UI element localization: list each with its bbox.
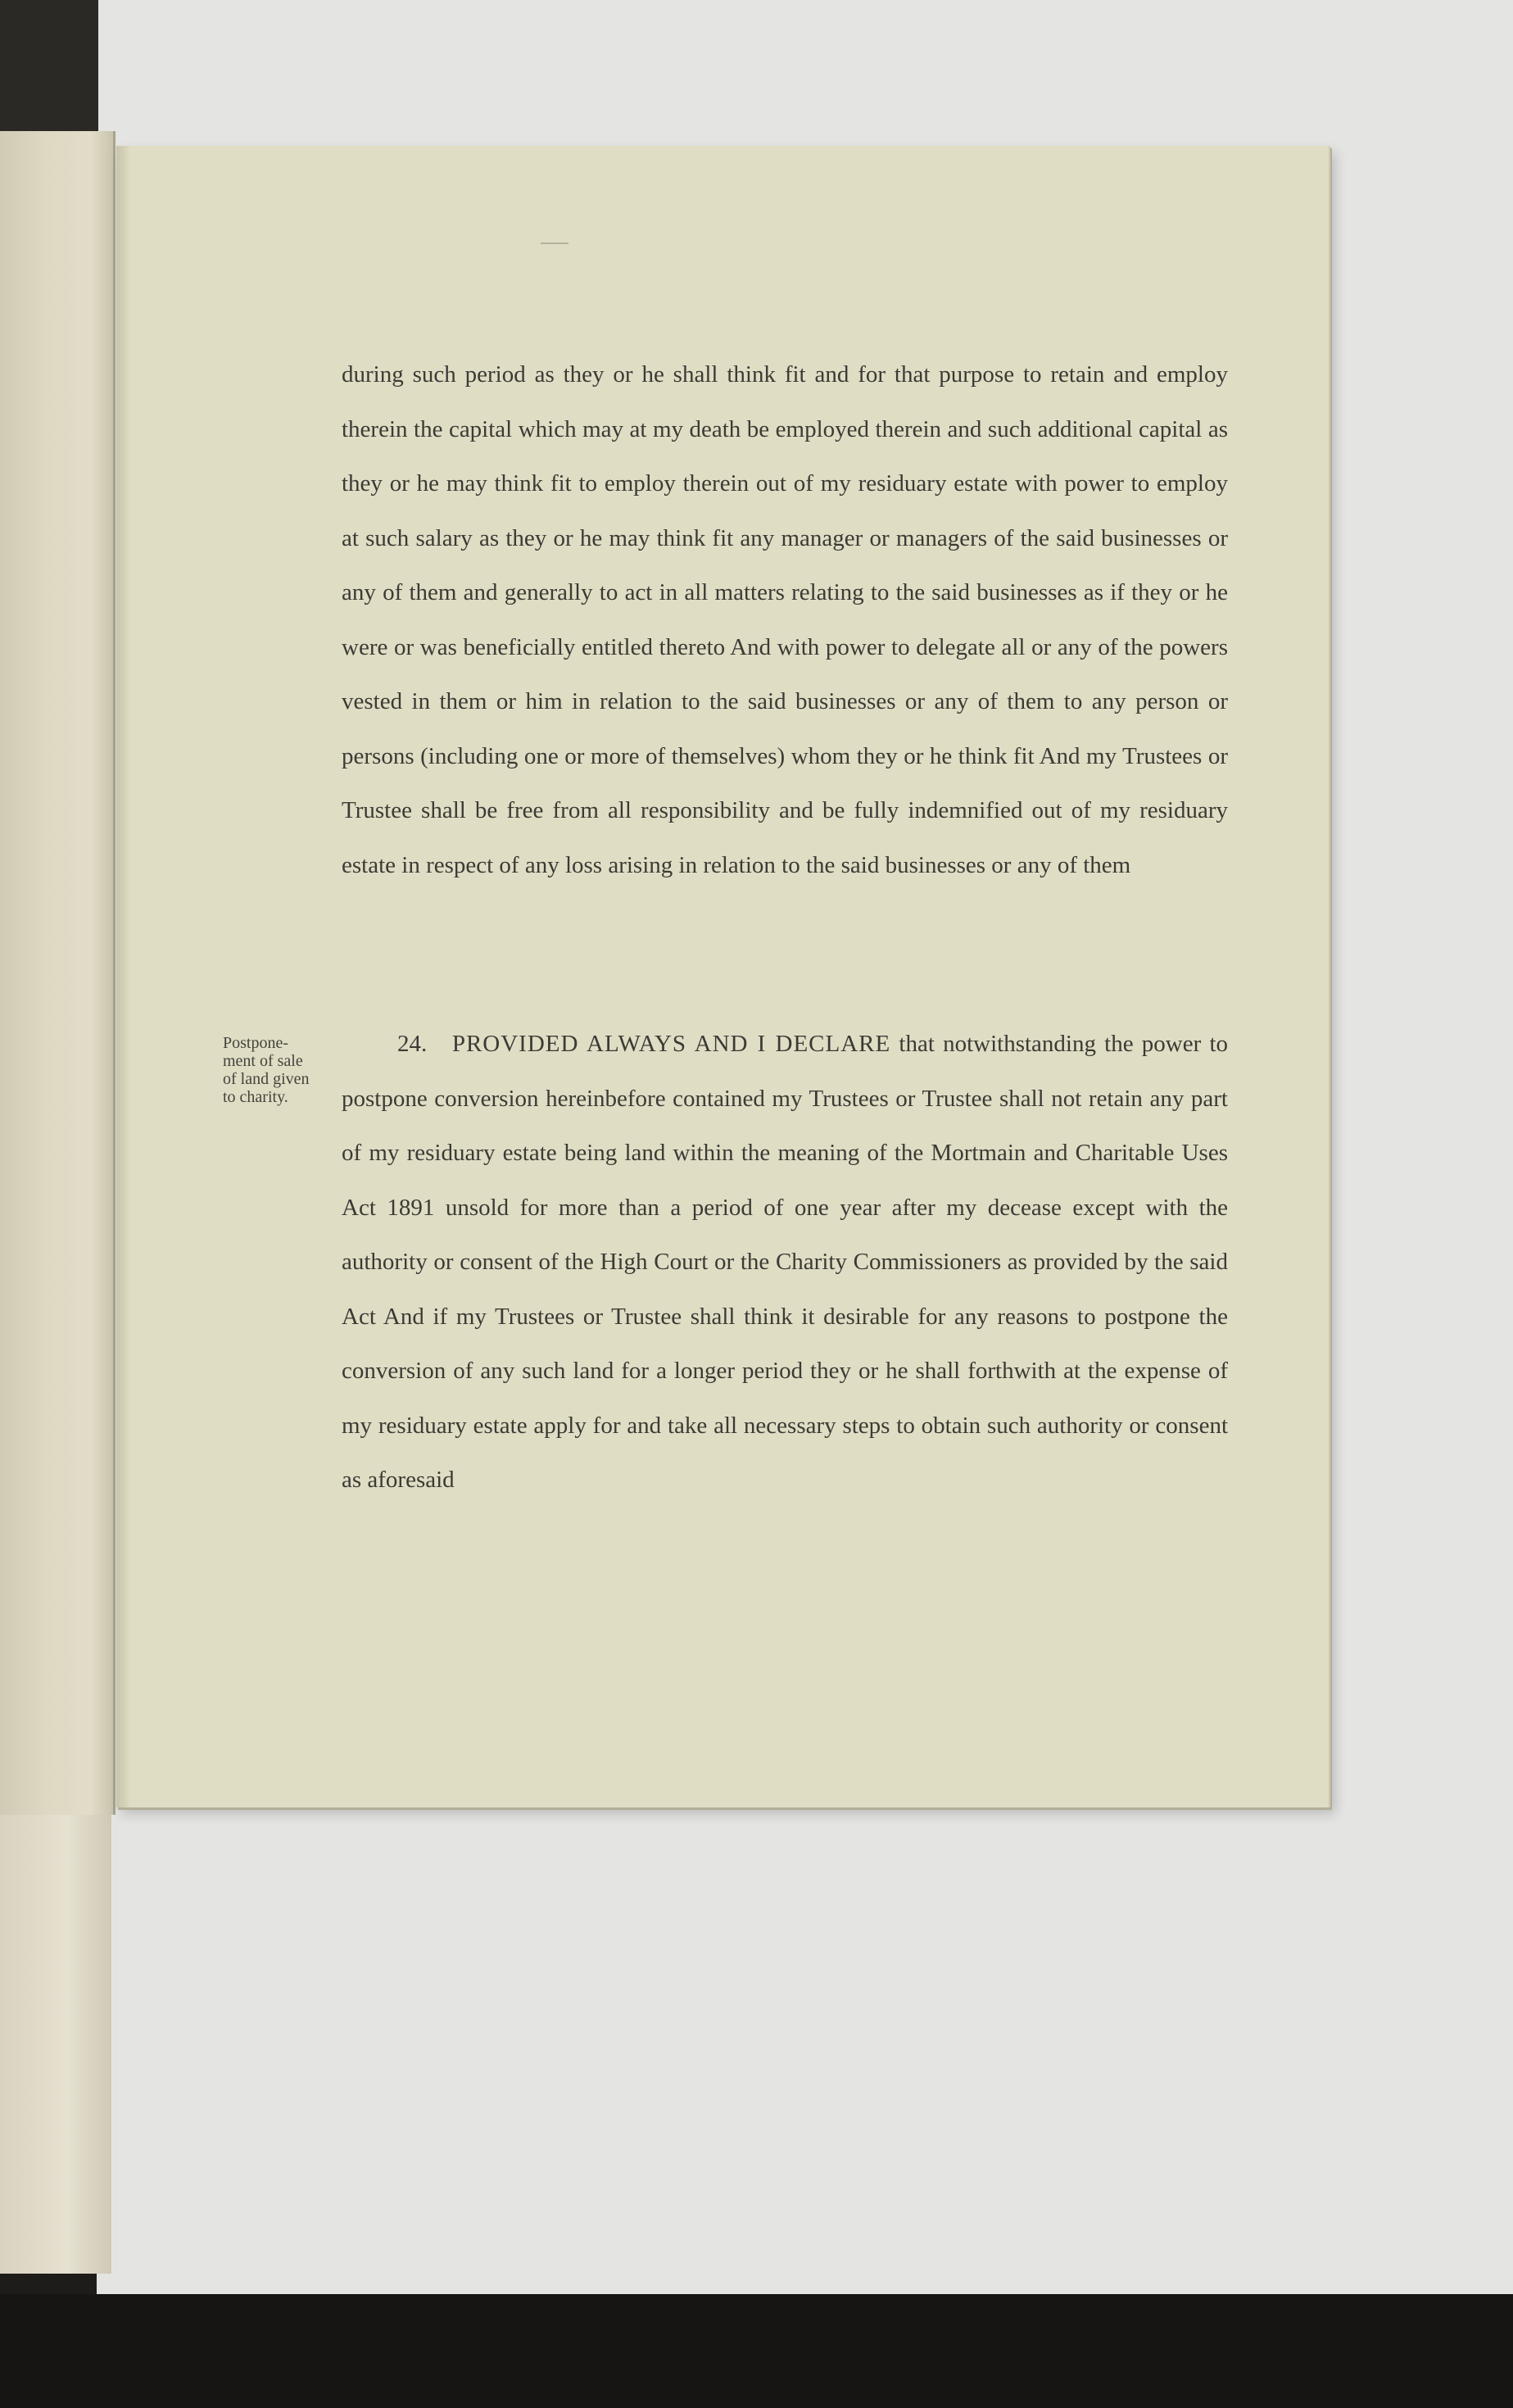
margin-note-line: to charity. [223,1088,288,1106]
adjacent-page-edge [0,131,116,1815]
margin-note [223,1034,337,1106]
top-rule [541,243,569,244]
margin-note-line: ment of sale [223,1052,303,1070]
margin-note-line: of land given [223,1070,310,1088]
continued-paragraph: during such period as they or he shall think fit and for that purpose to retain and employ therein the capital which may at my death be employed therein and such additional capital as they or he may think fit to employ therein out of my residuary estate with power to employ at such salary as they or he may think fit any manager or managers of the said businesses or any of them and generally to act in all matters relating to the said businesses as if they or he were or was beneficially entitled thereto And with power to delegate all or any of the powers vested in them or him in relation to the said businesses or any of them to any person or persons (including one or more of themselves) whom they or he think fit And my Trustees or Trustee shall be free from all responsibility and be fully indemnified out of my residuary estate in respect of any loss arising in relation to the said businesses or any of them [342,361,1228,878]
page-gutter [116,146,131,1807]
clause-heading: PROVIDED ALWAYS AND I DECLARE [451,1031,891,1057]
binding-edge [0,0,98,131]
margin-note-line: Postpone- [223,1034,288,1052]
clause-text: that notwithstanding the power to postpone conversion hereinbefore contained my Trustees or Trustee shall not retain any part of my residuary estate being land within the meaning of the Mortmain and Charitable Uses Act 1891 unsold for more than a period of one year after my decease except with the authority or consent of the High Court or the Charity Commissioners as provided by the said Act And if my Trustees or Trustee shall think it desirable for any reasons to postpone the conversion of any such land for a longer period they or he shall forthwith at the expense of my residuary estate apply for and take all necessary steps to obtain such authority or consent as aforesaid [342,1031,1229,1493]
scan-bottom-edge [0,2294,1513,2408]
clause-24-paragraph [342,1017,1228,1508]
clause-number: 24. [397,1031,428,1057]
adjacent-page-lower [0,1815,111,2274]
